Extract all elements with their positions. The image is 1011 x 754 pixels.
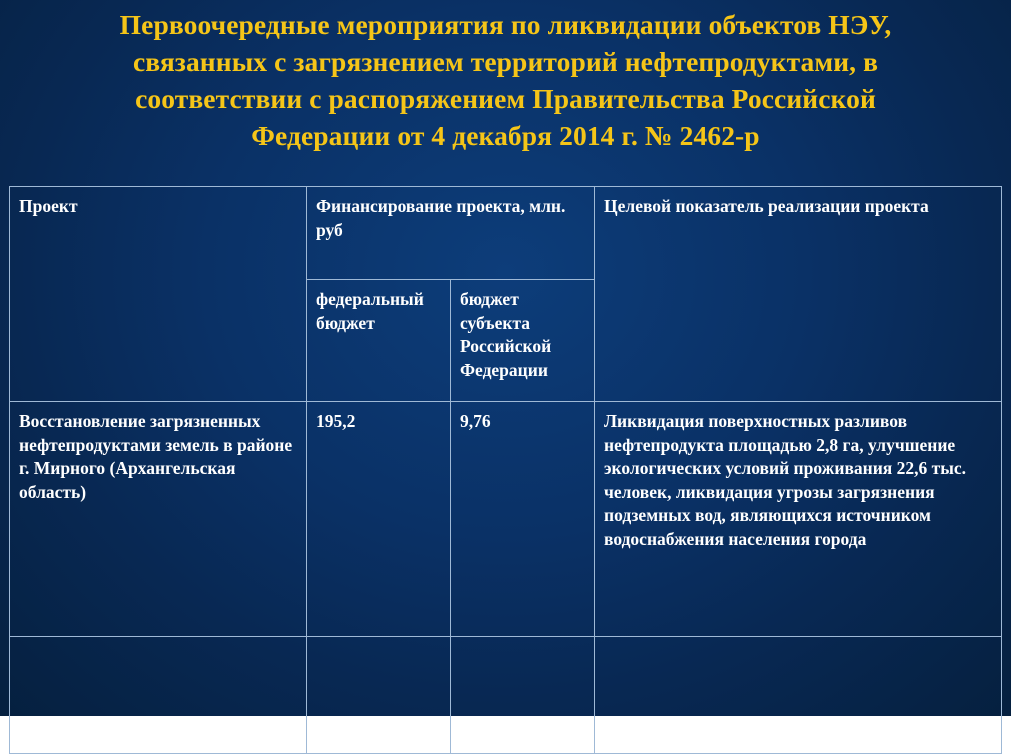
slide-title: [0, 0, 1011, 154]
cell-federal-amount-empty: [307, 637, 451, 754]
cell-project-name: Восстановление загрязненных нефтепродуктами земель в районе г. Мирного (Архангельская область): [10, 402, 307, 637]
table-row: [10, 402, 1002, 637]
cell-target-text: Ликвидация поверхностных разливов нефтепродукта площадью 2,8 га, улучшение экологических условий проживания 22,6 тыс. человек, ликвидация угрозы загрязнения подземных вод, являющихся источником водоснабжения населения города: [595, 402, 1002, 637]
cell-federal-amount: 195,2: [307, 402, 451, 637]
cell-project-name-empty: [10, 637, 307, 754]
cell-subject-amount: 9,76: [451, 402, 595, 637]
table-header-row: [10, 187, 1002, 280]
header-cell-target: Целевой показатель реализации проекта: [595, 187, 1002, 402]
header-cell-financing: Финансирование проекта, млн. руб: [307, 187, 595, 280]
title-line-1: Первоочередные мероприятия по ликвидации объектов НЭУ,: [119, 9, 892, 40]
title-line-3: соответствии с распоряжением Правительства Российской: [135, 83, 876, 114]
measures-table-wrapper: [9, 186, 1002, 754]
cell-target-text-empty: [595, 637, 1002, 754]
header-cell-project: Проект: [10, 187, 307, 402]
cell-subject-amount-empty: [451, 637, 595, 754]
title-line-2: связанных с загрязнением территорий нефтепродуктами, в: [132, 46, 879, 77]
measures-table: [9, 186, 1002, 754]
title-line-4: Федерации от 4 декабря 2014 г. № 2462-р: [251, 120, 760, 151]
header-cell-subject-budget: бюджет субъекта Российской Федерации: [451, 280, 595, 402]
table-row-empty: [10, 637, 1002, 754]
header-cell-federal-budget: федеральный бюджет: [307, 280, 451, 402]
